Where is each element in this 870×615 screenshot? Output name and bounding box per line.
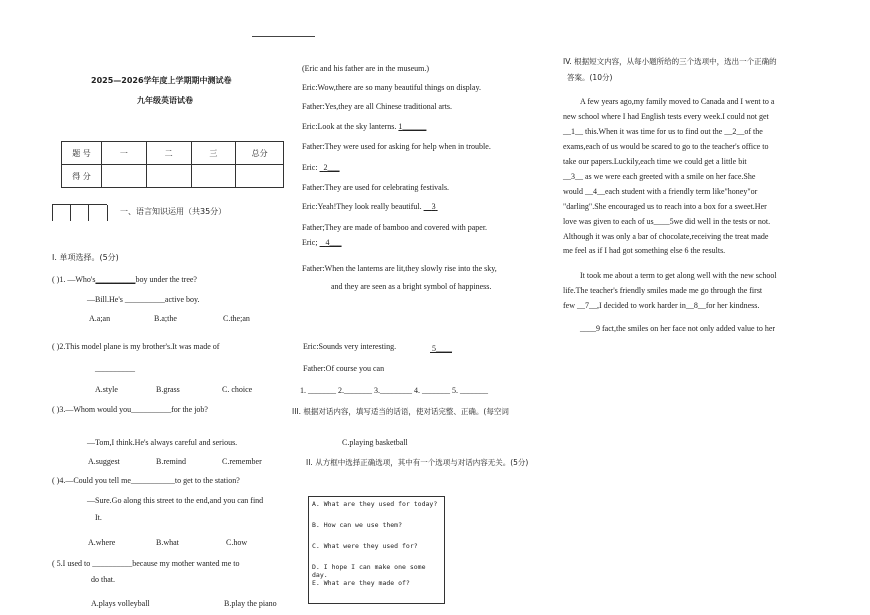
q1-option-c[interactable]: C.the;an [223,314,250,323]
dialogue-line: Father:Of course you can [303,364,385,373]
dialogue-line: Father:They are used for celebrating festivals. [302,183,450,192]
dialogue-line: Eric:Yeah!They look really beautiful. 3 [302,202,436,211]
q3-option-c[interactable]: C.remember [222,457,262,466]
answer-blank[interactable]: __________ [95,364,135,373]
passage-line: life.The teacher's friendly smiles made me go through the first [563,286,763,295]
score-table-header-row [62,142,284,165]
passage-line: few __7__,I decided to work harder in__8__for her kindness. [563,301,760,310]
passage-line: It took me about a term to get along well with the new school [580,271,777,280]
dialogue-line: Father:Yes,they are all Chinese traditional arts. [302,102,453,111]
part4-title: IV. 根据短文内容，从每小题所给的三个选项中，选出一个正确的 [563,57,777,66]
dialogue-line: Eric: 2___ [302,163,340,172]
passage-line: __1__ this.When it was time for us to find out the __2__of the [563,127,763,136]
dialogue-line: Eric:Look at the sky lanterns. 1______ [302,122,427,131]
passage-line: A few years ago,my family moved to Canada and I went to a [580,97,775,106]
part4-title-line2: 答案。(10分) [567,73,613,82]
score-cell: 题 号 [62,142,102,165]
answer-input[interactable]: ________ [380,386,412,395]
dialogue-line: Eric:Wow,there are so many beautiful things on display. [302,83,481,92]
box-option-e: E. What are they made of? [312,579,410,587]
passage-line: ____9 fact,the smiles on her face not only added value to her [580,324,776,333]
q1-option-a[interactable]: A.a;an [89,314,111,323]
answer-input[interactable]: _______ [422,386,450,395]
q2-option-c[interactable]: C. choice [222,385,253,394]
part2-title: II. 从方框中选择正确选项，其中有一个选项与对话内容无关。(5分) [306,458,529,467]
answer-row: 1. _______ 2._______ 3.________ 4. _______ 5. _______ [300,386,488,395]
q4-option-a[interactable]: A.where [88,538,116,547]
dialogue-blank[interactable]: 3 [431,202,436,211]
dialogue-scene: (Eric and his father are in the museum.) [302,64,430,73]
q4-line2: —Sure.Go along this street to the end,and you can find [87,496,264,505]
score-table [61,141,284,188]
passage-line: Although it was only a bar of chocolate,receiving the treat made [563,232,769,241]
q3-option-b[interactable]: B.remind [156,457,186,466]
answer-blank[interactable]: __________ [124,295,165,304]
q1-line2: —Bill.He's __________active boy. [87,295,200,304]
dialogue-blank[interactable]: 4___ [325,238,342,247]
score-input-cell[interactable] [101,165,146,188]
top-rule [252,36,315,37]
dialogue-line: and they are seen as a bright symbol of happiness. [331,282,492,291]
answer-blank[interactable]: __________ [92,559,133,568]
score-table-score-row [62,165,284,188]
box-option-c: C. What were they used for? [312,542,418,550]
box-option-b: B. How can we use them? [312,521,403,529]
q3-line2: —Tom,I think.He's always careful and serious. [87,438,238,447]
q3-option-a[interactable]: A.suggest [88,457,120,466]
dialogue-line: Eric; 4___ [302,238,342,247]
passage-line: "darling".She encouraged us to reach into a box for a sweet.Her [563,202,767,211]
passage-line: would __4__each student with a friendly term like"honey"or [563,187,758,196]
q2-option-b[interactable]: B.grass [156,385,180,394]
passage-line: me feel as if I had got something else 6 the results. [563,246,726,255]
passage-line: take our papers.Luckily,each time we could get a little bit [563,157,747,166]
dialogue-blank[interactable]: 5____ [432,344,452,353]
answer-input[interactable]: _______ [460,386,488,395]
box-option-d: D. I hope I can make one some day. [312,563,426,579]
score-cell: 得 分 [62,165,102,188]
section1-heading: 一、语言知识运用（共35分） [120,207,227,216]
dialogue-blank[interactable]: 1______ [398,122,427,131]
q4-option-c[interactable]: C.how [226,538,248,547]
q3-stem: ( )3.—Whom would you__________for the job? [52,405,208,414]
passage-line: __3__ as we were each greeted with a smile on her face.She [563,172,756,181]
dialogue-line: Eric:Sounds very interesting. [303,342,397,351]
q5-option-a[interactable]: A.plays volleyball [91,599,150,608]
answer-input[interactable]: _______ [344,386,372,395]
exam-title: 2025—2026学年度上学期期中测试卷 [91,76,232,85]
score-cell: 一 [101,142,146,165]
score-input-cell[interactable] [146,165,191,188]
dialogue-line: Father:They were used for asking for help when in trouble. [302,142,491,151]
q2-stem: ( )2.This model plane is my brother's.It was made of [52,342,220,351]
q1-option-b[interactable]: B.a;the [154,314,177,323]
q4-stem: ( )4.—Could you tell me___________to get to the station? [52,476,240,485]
part3-title: III. 根据对话内容，填写适当的话语，使对话完整、正确。(每空词 [292,407,509,416]
passage-line: new school where I had English tests every week.I could not get [563,112,769,121]
answer-blank[interactable]: __________ [131,405,172,414]
q1-stem: ( )1. —Who's__________boy under the tree? [52,275,197,284]
section-score-box [52,204,107,221]
answer-blank[interactable]: ___________ [130,476,175,485]
q5-stem: ( 5.I used to __________because my mother wanted me to [52,559,240,568]
score-cell: 三 [191,142,236,165]
q4-line3: It. [95,513,102,522]
q2-option-a[interactable]: A.style [95,385,118,394]
dialogue-options-box [308,496,445,604]
dialogue-blank[interactable]: 2___ [323,163,340,172]
dialogue-line: Father:When the lanterns are lit,they slowly rise into the sky, [302,264,497,273]
part1-title: I. 单项选择。(5分) [52,253,119,262]
q5-line2: do that. [91,575,115,584]
score-cell: 总分 [236,142,284,165]
q5-option-b[interactable]: B.play the piano [224,599,277,608]
answer-input[interactable]: _______ [308,386,336,395]
answer-blank[interactable]: __________ [95,275,136,284]
passage-line: love was given to each of us____5we did well in the tests or not. [563,217,771,226]
q2-option-c-extra[interactable]: C.playing basketball [342,438,408,447]
q4-option-b[interactable]: B.what [156,538,179,547]
box-option-a: A. What are they used for today? [312,500,438,508]
exam-subtitle: 九年级英语试卷 [137,96,193,105]
score-cell: 二 [146,142,191,165]
score-input-cell[interactable] [191,165,236,188]
score-input-cell[interactable] [236,165,284,188]
dialogue-line: Father;They are made of bamboo and covered with paper. [302,223,488,232]
passage-line: exams,each of us would be scared to go to the teacher's office to [563,142,769,151]
